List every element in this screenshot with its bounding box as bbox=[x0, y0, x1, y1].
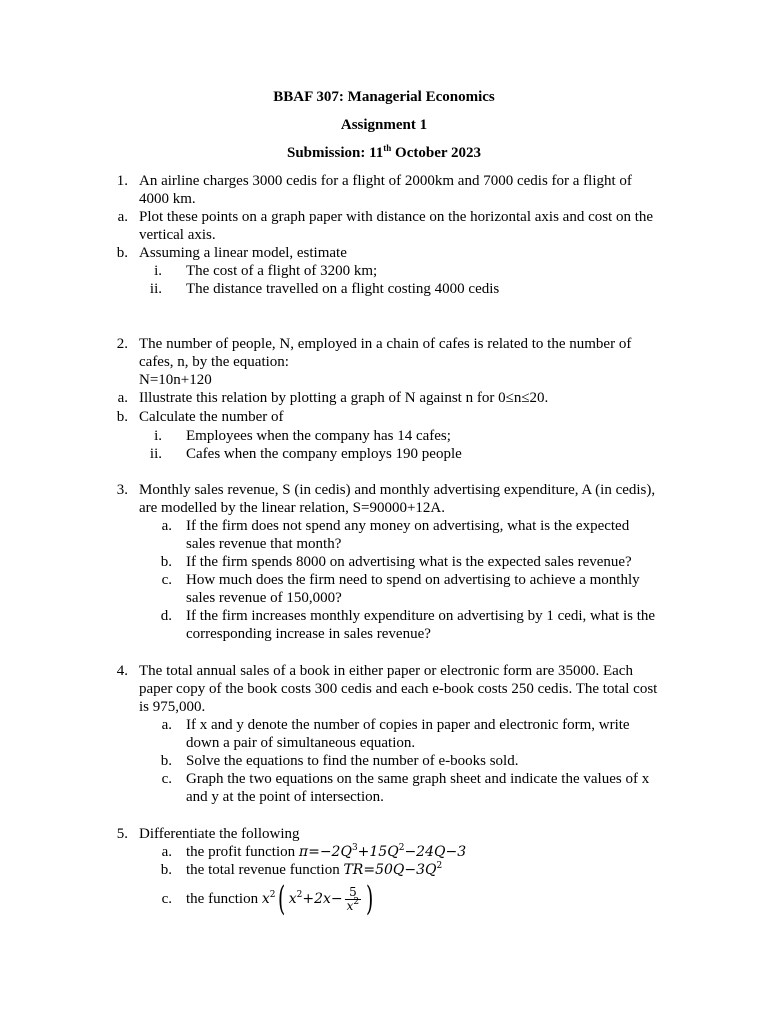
q4a-text: down a pair of simultaneous equation. bbox=[186, 735, 416, 751]
q1a-text: vertical axis. bbox=[139, 227, 216, 243]
q3-line: Monthly sales revenue, S (in cedis) and monthly advertising expenditure, A (in cedis), bbox=[139, 482, 656, 498]
q2ii-text: Cafes when the company employs 190 people bbox=[186, 446, 462, 462]
q1a-text: Plot these points on a graph paper with distance on the horizontal axis and cost on the bbox=[139, 209, 654, 225]
q1-line: An airline charges 3000 cedis for a flight of 2000km and 7000 cedis for a flight of bbox=[139, 173, 632, 189]
total-revenue-formula: $TR=50Q-3Q^2$ bbox=[343, 861, 443, 878]
q5a-text: the profit function bbox=[186, 844, 296, 860]
course-title: BBAF 307: Managerial Economics bbox=[273, 89, 495, 105]
submission-suffix: October 2023 bbox=[391, 145, 482, 161]
q2a-text: Illustrate this relation by plotting a graph of N against n for 0≤n≤20. bbox=[139, 390, 549, 406]
q4c-text: Graph the two equations on the same graph sheet and indicate the values of x bbox=[186, 771, 650, 787]
q3-line: are modelled by the linear relation, S=90000+12A. bbox=[139, 500, 446, 516]
q2a-label: a. bbox=[117, 390, 128, 406]
function-formula: $x^2$( $x^2+2x-$ $\frac{5}{x^2}$ ) bbox=[261, 879, 374, 919]
q5c-line bbox=[186, 876, 376, 922]
q5b-text: the total revenue function bbox=[186, 862, 340, 878]
q2-number: 2. bbox=[116, 336, 128, 352]
q5a-line bbox=[186, 843, 466, 861]
q4c-text: and y at the point of intersection. bbox=[186, 789, 384, 805]
q3a-text: sales revenue that month? bbox=[186, 536, 342, 552]
q1ii-label: ii. bbox=[149, 281, 162, 297]
q2-equation: N=10n+120 bbox=[139, 372, 212, 388]
q3a-text: If the firm does not spend any money on advertising, what is the expected bbox=[186, 518, 630, 534]
q4-line: is 975,000. bbox=[139, 699, 206, 715]
q5b-label: b. bbox=[160, 862, 172, 878]
q2b-text: Calculate the number of bbox=[139, 409, 284, 425]
q2i-label: i. bbox=[154, 428, 162, 444]
q4-line: paper copy of the book costs 300 cedis and each e-book costs 250 cedis. The total cost bbox=[139, 681, 658, 697]
q4c-label: c. bbox=[161, 771, 172, 787]
q1i-label: i. bbox=[154, 263, 162, 279]
assignment-title: Assignment 1 bbox=[340, 117, 428, 133]
q2i-text: Employees when the company has 14 cafes; bbox=[186, 428, 451, 444]
submission-ordinal: th bbox=[383, 143, 392, 153]
profit-function-formula: $\pi=-2Q^3+15Q^2-24Q-3$ bbox=[298, 843, 467, 860]
q1i-text: The cost of a flight of 3200 km; bbox=[186, 263, 378, 279]
q4b-label: b. bbox=[160, 753, 172, 769]
q3c-text: How much does the firm need to spend on advertising to achieve a monthly bbox=[186, 572, 640, 588]
q2-line: cafes, n, by the equation: bbox=[139, 354, 289, 370]
q1-line: 4000 km. bbox=[139, 191, 196, 207]
q4-number: 4. bbox=[116, 663, 128, 679]
q4b-text: Solve the equations to find the number of e-books sold. bbox=[186, 753, 519, 769]
q3d-text: If the firm increases monthly expenditure on advertising by 1 cedi, what is the bbox=[186, 608, 656, 624]
q2-line: The number of people, N, employed in a chain of cafes is related to the number of bbox=[139, 336, 632, 352]
q1b-text: Assuming a linear model, estimate bbox=[139, 245, 347, 261]
q3d-label: d. bbox=[160, 608, 172, 624]
q3a-label: a. bbox=[161, 518, 172, 534]
q3b-text: If the firm spends 8000 on advertising what is the expected sales revenue? bbox=[186, 554, 632, 570]
q4-line: The total annual sales of a book in either paper or electronic form are 35000. Each bbox=[139, 663, 633, 679]
q3d-text: corresponding increase in sales revenue? bbox=[186, 626, 431, 642]
q3c-text: sales revenue of 150,000? bbox=[186, 590, 342, 606]
q5c-text: the function bbox=[186, 891, 259, 907]
q3c-label: c. bbox=[161, 572, 172, 588]
q1a-label: a. bbox=[117, 209, 128, 225]
q3b-label: b. bbox=[160, 554, 172, 570]
q5c-label: c. bbox=[161, 891, 172, 907]
q5-text: Differentiate the following bbox=[139, 826, 300, 842]
q5a-label: a. bbox=[161, 844, 172, 860]
q4a-label: a. bbox=[161, 717, 172, 733]
q5-number: 5. bbox=[116, 826, 128, 842]
q4a-text: If x and y denote the number of copies in paper and electronic form, write bbox=[186, 717, 630, 733]
q3-number: 3. bbox=[116, 482, 128, 498]
q1ii-text: The distance travelled on a flight costing 4000 cedis bbox=[186, 281, 500, 297]
q1b-label: b. bbox=[116, 245, 128, 261]
submission-date bbox=[0, 144, 768, 162]
q1-number: 1. bbox=[116, 173, 128, 189]
submission-prefix: Submission: 11 bbox=[286, 145, 384, 161]
q2b-label: b. bbox=[116, 409, 128, 425]
q2ii-label: ii. bbox=[149, 446, 162, 462]
